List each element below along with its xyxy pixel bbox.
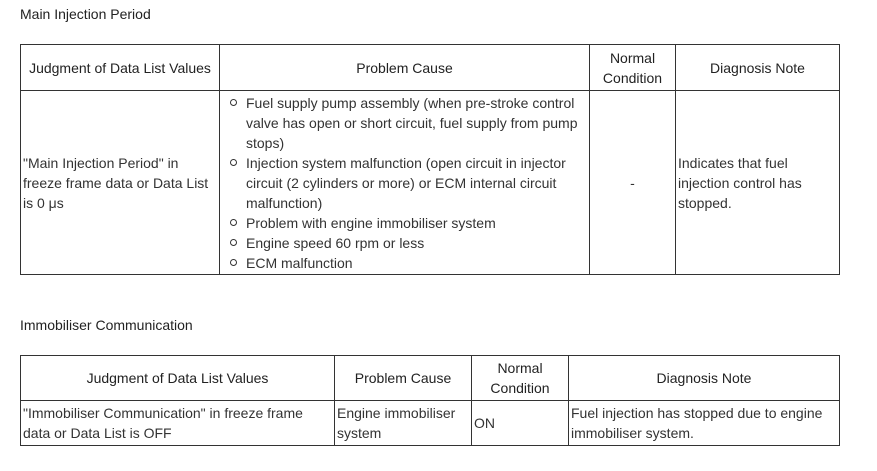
header-normal-condition: Normal Condition (590, 45, 676, 91)
header-diagnosis-note: Diagnosis Note (569, 356, 840, 401)
circle-bullet-icon (230, 239, 237, 246)
list-item (246, 93, 587, 153)
section-title-immobiliser-communication: Immobiliser Communication (20, 317, 193, 333)
cell-problem-cause (220, 91, 590, 275)
header-judgment: Judgment of Data List Values (21, 45, 220, 91)
header-normal-condition: Normal Condition (472, 356, 569, 401)
list-item (246, 153, 587, 213)
cell-problem-cause: Engine immobiliser system (335, 401, 472, 446)
circle-bullet-icon (230, 159, 237, 166)
table-row (21, 401, 840, 446)
main-injection-period-table (20, 44, 840, 275)
header-problem-cause: Problem Cause (220, 45, 590, 91)
circle-bullet-icon (230, 99, 237, 106)
cell-normal-condition: - (590, 91, 676, 275)
circle-bullet-icon (230, 219, 237, 226)
cell-judgment: "Immobiliser Communication" in freeze frame data or Data List is OFF (21, 401, 335, 446)
circle-bullet-icon (230, 259, 237, 266)
cause-text: Engine speed 60 rpm or less (246, 234, 425, 251)
header-diagnosis-note: Diagnosis Note (676, 45, 840, 91)
table-row (21, 91, 840, 275)
list-item (246, 233, 587, 253)
section-title-main-injection-period: Main Injection Period (20, 6, 151, 22)
immobiliser-communication-table (20, 355, 840, 446)
header-problem-cause: Problem Cause (335, 356, 472, 401)
cause-list (222, 93, 587, 273)
cause-text: Injection system malfunction (open circuit in injector circuit (2 cylinders or more) or ECM internal circuit malfunction) (246, 154, 566, 211)
cell-normal-condition: ON (472, 401, 569, 446)
table-header-row (21, 45, 840, 91)
list-item (246, 253, 587, 273)
cell-judgment: "Main Injection Period" in freeze frame data or Data List is 0 μs (21, 91, 220, 275)
cell-diagnosis-note: Fuel injection has stopped due to engine immobiliser system. (569, 401, 840, 446)
header-judgment: Judgment of Data List Values (21, 356, 335, 401)
cause-text: Problem with engine immobiliser system (246, 214, 496, 231)
list-item (246, 213, 587, 233)
cause-text: Fuel supply pump assembly (when pre-stroke control valve has open or short circuit, fuel supply from pump stops) (246, 94, 578, 151)
table-header-row (21, 356, 840, 401)
cell-diagnosis-note: Indicates that fuel injection control has stopped. (676, 91, 840, 275)
cause-text: ECM malfunction (246, 254, 353, 271)
